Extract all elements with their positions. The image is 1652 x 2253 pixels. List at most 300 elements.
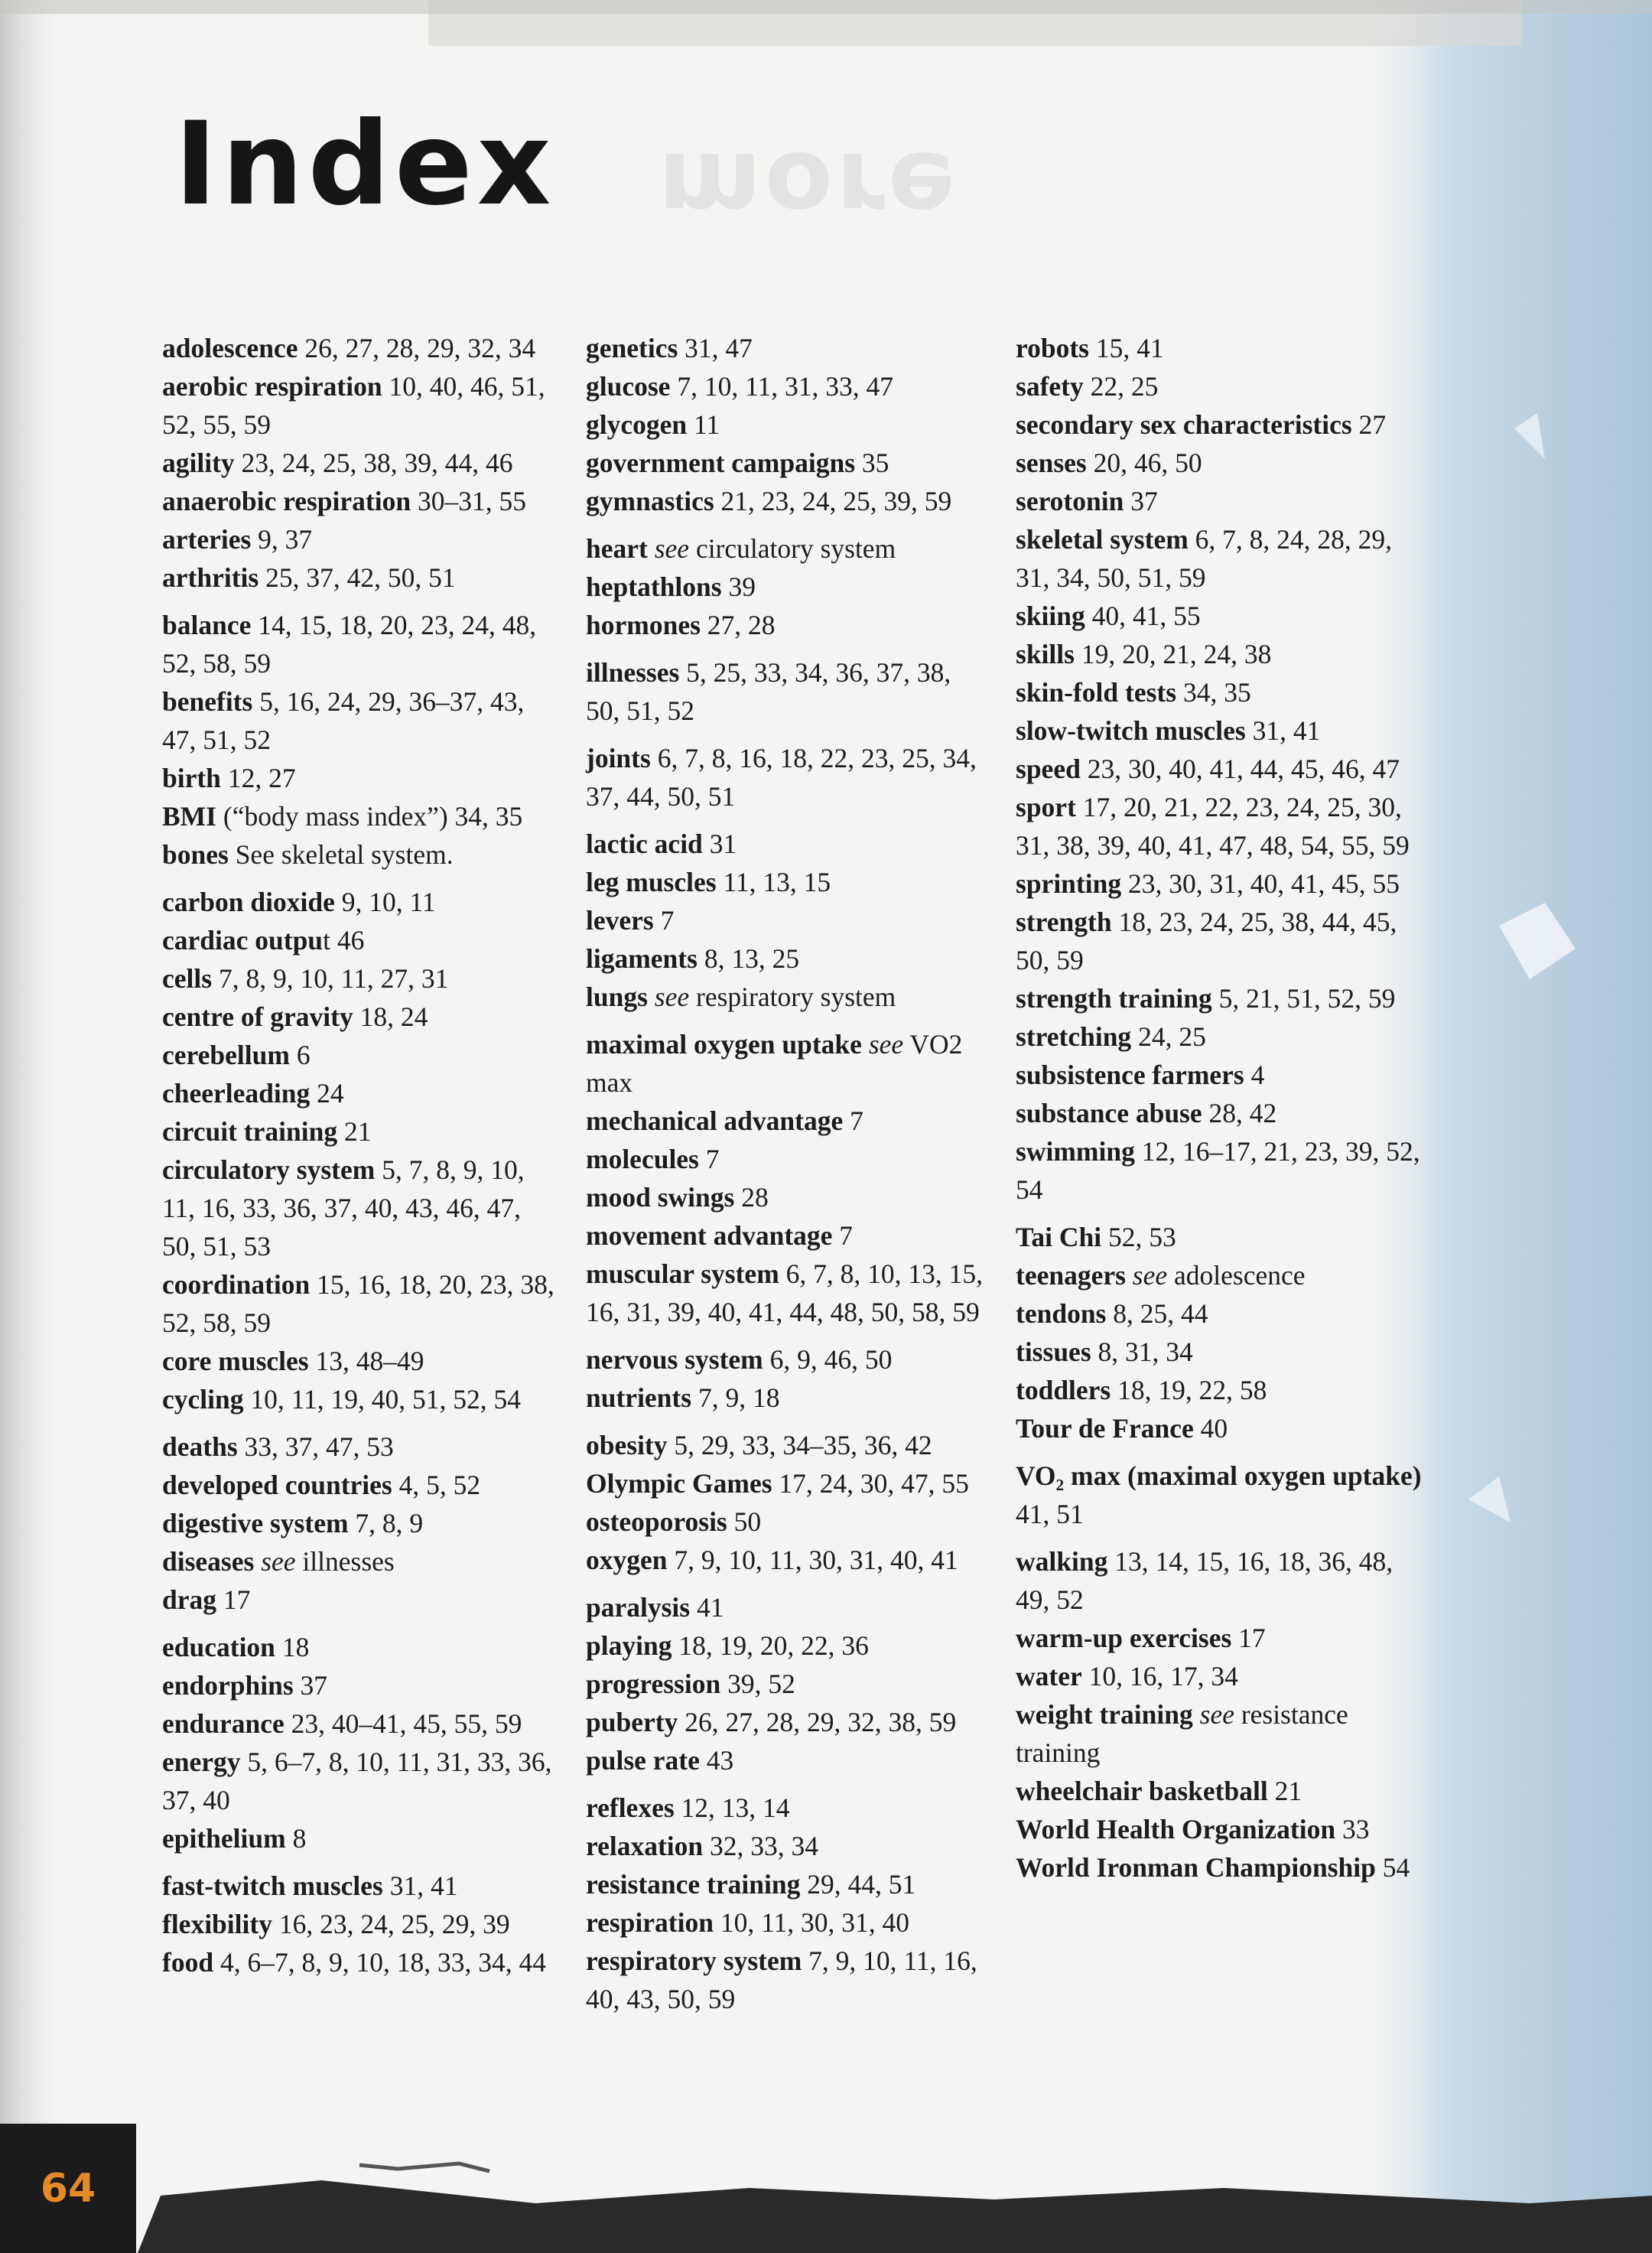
index-term: ligaments	[586, 943, 698, 974]
index-entry	[586, 1255, 984, 1331]
index-entry	[162, 1581, 560, 1619]
index-term: benefits	[162, 686, 253, 717]
index-term: World Health Organization	[1016, 1814, 1336, 1844]
index-pages: resistance training	[1016, 1699, 1348, 1768]
index-term: Olympic Games	[586, 1468, 772, 1499]
index-pages: 26, 27, 28, 29, 32, 34	[304, 333, 536, 363]
index-entry	[586, 939, 984, 978]
index-term: playing	[586, 1630, 672, 1661]
see-reference: see	[654, 533, 690, 564]
index-entry	[586, 901, 984, 939]
index-term: glucose	[586, 371, 671, 402]
index-term: safety	[1016, 371, 1084, 402]
index-term: toddlers	[1016, 1375, 1111, 1405]
index-pages: 17, 24, 30, 47, 55	[779, 1468, 969, 1499]
index-term: energy	[162, 1747, 241, 1777]
index-entry	[586, 1025, 984, 1102]
index-entry	[162, 1943, 560, 1981]
index-entry	[586, 1102, 984, 1140]
index-term: skin-fold tests	[1016, 677, 1177, 708]
index-entry	[162, 1743, 560, 1819]
index-term: skiing	[1016, 601, 1085, 631]
index-pages: 34, 35	[454, 801, 523, 832]
index-term: robots	[1016, 333, 1089, 363]
index-pages: 12, 16–17, 21, 23, 39, 52, 54	[1016, 1136, 1420, 1205]
index-term: joints	[586, 743, 651, 773]
index-term: anaerobic respiration	[162, 486, 411, 516]
index-entry	[162, 1905, 560, 1943]
index-term: cheerleading	[162, 1078, 311, 1109]
index-pages: 8, 25, 44	[1113, 1298, 1208, 1329]
index-term: Tai Chi	[1016, 1222, 1102, 1252]
index-pages: 29, 44, 51	[807, 1869, 916, 1900]
index-entry	[162, 1704, 560, 1743]
index-term: gymnastics	[586, 486, 714, 516]
index-term: sprinting	[1016, 868, 1122, 899]
index-pages: 43	[706, 1745, 734, 1776]
index-entry	[162, 1542, 560, 1581]
index-term: birth	[162, 763, 221, 793]
index-column-1	[162, 329, 560, 1981]
index-entry	[1016, 979, 1429, 1017]
index-term: fast-twitch muscles	[162, 1870, 383, 1901]
index-pages: 11	[694, 409, 720, 440]
index-entry	[1016, 329, 1429, 367]
index-entry	[586, 444, 984, 482]
index-pages: 30–31, 55	[417, 486, 526, 516]
index-pages: 18, 19, 20, 22, 36	[678, 1630, 869, 1661]
index-entry	[586, 739, 984, 816]
index-pages: 12, 27	[227, 763, 296, 793]
index-term: respiratory system	[586, 1945, 802, 1976]
index-pages: 4, 5, 52	[398, 1470, 481, 1500]
index-entry	[586, 568, 984, 606]
index-pages: 24	[317, 1078, 344, 1109]
index-entry	[1016, 1094, 1429, 1132]
index-entry	[1016, 1218, 1429, 1256]
index-entry	[586, 825, 984, 863]
index-entry	[162, 1466, 560, 1504]
index-pages: 6, 7, 8, 10, 13, 15, 16, 31, 39, 40, 41, 44, 48, 50, 58, 59	[586, 1258, 984, 1327]
index-entry	[586, 1464, 984, 1503]
index-entry	[586, 606, 984, 644]
index-term: education	[162, 1632, 275, 1662]
index-pages: 7, 8, 9, 10, 11, 27, 31	[218, 963, 449, 994]
index-entry	[586, 329, 984, 367]
index-pages: circulatory system	[695, 533, 896, 564]
index-pages: 22, 25	[1090, 371, 1159, 402]
index-term: mechanical advantage	[586, 1105, 844, 1136]
index-pages: 5, 29, 33, 34–35, 36, 42	[674, 1430, 932, 1460]
index-pages: respiratory system	[696, 982, 896, 1012]
index-entry	[586, 1140, 984, 1178]
index-term: osteoporosis	[586, 1506, 727, 1537]
index-pages: 17	[1238, 1623, 1266, 1653]
index-entry	[162, 759, 560, 797]
index-entry	[162, 520, 560, 558]
index-pages: 6, 7, 8, 16, 18, 22, 23, 25, 34, 37, 44, 50, 51	[586, 743, 977, 812]
index-entry	[1016, 1256, 1429, 1294]
index-entry	[162, 883, 560, 921]
index-pages: 7, 9, 18	[698, 1382, 780, 1413]
index-pages: 10, 11, 19, 40, 51, 52, 54	[250, 1384, 522, 1415]
index-pages: 17	[223, 1584, 251, 1615]
index-entry	[162, 959, 560, 998]
index-pages: 14, 15, 18, 20, 23, 24, 48, 52, 58, 59	[162, 610, 537, 679]
index-term: maximal oxygen uptake	[586, 1029, 862, 1060]
index-pages: 31, 41	[389, 1870, 458, 1901]
index-term: adolescence	[162, 333, 298, 363]
index-term: arthritis	[162, 562, 259, 593]
index-term: core muscles	[162, 1346, 309, 1376]
index-entry	[586, 1741, 984, 1779]
index-pages: 12, 13, 14	[681, 1792, 790, 1823]
index-entry	[586, 863, 984, 901]
index-pages: 37	[300, 1670, 328, 1701]
index-entry	[586, 653, 984, 730]
index-entry	[586, 1865, 984, 1903]
index-pages: 15, 16, 18, 20, 23, 38, 52, 58, 59	[162, 1269, 554, 1338]
see-reference: see	[261, 1546, 296, 1577]
index-entry	[162, 921, 560, 959]
index-pages: 41	[696, 1592, 724, 1623]
index-entry	[162, 1151, 560, 1265]
index-term: agility	[162, 448, 235, 478]
index-pages: 21	[343, 1116, 372, 1147]
index-pages: 8, 31, 34	[1098, 1336, 1193, 1367]
index-entry	[586, 1588, 984, 1626]
index-pages: 32, 33, 34	[710, 1831, 819, 1861]
index-entry	[162, 1428, 560, 1466]
index-term: relaxation	[586, 1831, 704, 1861]
index-entry	[586, 1789, 984, 1827]
index-pages: 9, 10, 11	[341, 887, 436, 917]
index-entry	[1016, 1371, 1429, 1409]
index-term: drag	[162, 1584, 216, 1615]
index-term: molecules	[586, 1144, 699, 1174]
index-pages: VO2 max	[586, 1029, 963, 1098]
index-term: food	[162, 1947, 214, 1978]
index-pages: 21, 23, 24, 25, 39, 59	[720, 486, 952, 516]
index-term: carbon dioxide	[162, 887, 335, 917]
index-pages: 7	[705, 1144, 720, 1174]
index-pages: 18, 24	[359, 1001, 428, 1032]
index-term: pulse rate	[586, 1745, 700, 1776]
index-term: aerobic respiration	[162, 371, 382, 402]
index-term: reflexes	[586, 1792, 675, 1823]
index-term: flexibility	[162, 1909, 272, 1939]
index-pages: 7	[660, 905, 675, 936]
index-pages: 18	[281, 1632, 310, 1662]
index-entry	[1016, 444, 1429, 482]
index-pages: 39, 52	[727, 1669, 795, 1699]
index-term: heptathlons	[586, 571, 722, 602]
page-title: Index	[174, 98, 556, 231]
page-number: 64	[0, 2124, 136, 2253]
index-pages: 19, 20, 21, 24, 38	[1081, 639, 1272, 669]
index-entry	[1016, 597, 1429, 635]
index-pages: 31, 41	[1252, 715, 1321, 746]
index-pages: 5, 21, 51, 52, 59	[1218, 983, 1396, 1014]
index-term: cycling	[162, 1384, 244, 1415]
index-entry	[586, 1703, 984, 1741]
index-term: slow-twitch muscles	[1016, 715, 1246, 746]
index-term: cerebellum	[162, 1040, 290, 1070]
index-pages: 40, 41, 55	[1091, 601, 1201, 631]
index-term: movement advantage	[586, 1220, 833, 1251]
index-column-3	[1016, 329, 1429, 1887]
index-term: subsistence farmers	[1016, 1060, 1244, 1090]
index-pages: 31	[709, 829, 737, 859]
index-entry	[586, 367, 984, 405]
see-reference: see	[654, 982, 690, 1012]
index-pages: 41, 51	[1016, 1499, 1084, 1529]
index-entry	[162, 1036, 560, 1074]
index-entry	[586, 482, 984, 520]
index-pages: 6, 9, 46, 50	[769, 1344, 893, 1375]
index-term: centre of gravity	[162, 1001, 353, 1032]
index-entry	[162, 1666, 560, 1704]
index-pages: 25, 37, 42, 50, 51	[265, 562, 456, 593]
index-entry	[586, 1665, 984, 1703]
index-pages: 54	[1382, 1852, 1410, 1883]
index-entry	[586, 1503, 984, 1541]
index-term: coordination	[162, 1269, 311, 1300]
index-pages: 7, 10, 11, 31, 33, 47	[677, 371, 893, 402]
index-pages: 7	[839, 1220, 854, 1251]
index-pages: 15, 41	[1095, 333, 1164, 363]
index-entry	[586, 1426, 984, 1464]
index-term: oxygen	[586, 1545, 668, 1575]
index-pages: 11, 13, 15	[723, 867, 831, 897]
index-term: arteries	[162, 524, 252, 555]
index-term: VO₂ max (maximal oxygen uptake)	[1016, 1460, 1422, 1491]
index-pages: 7	[850, 1105, 863, 1136]
index-entry	[1016, 1132, 1429, 1209]
index-term: levers	[586, 905, 654, 936]
index-entry	[1016, 405, 1429, 444]
index-pages: 10, 11, 30, 31, 40	[720, 1907, 910, 1938]
index-pages: 18, 19, 22, 58	[1117, 1375, 1267, 1405]
index-term: hormones	[586, 610, 701, 640]
index-pages: 4, 6–7, 8, 9, 10, 18, 33, 34, 44	[220, 1947, 546, 1978]
index-pages: 50	[733, 1506, 762, 1537]
index-column-2	[586, 329, 984, 2018]
index-pages: See skeletal system.	[235, 839, 454, 870]
index-pages: 8, 13, 25	[704, 943, 800, 974]
index-entry	[162, 1112, 560, 1151]
index-pages: 20, 46, 50	[1093, 448, 1202, 478]
index-entry	[162, 482, 560, 520]
index-entry	[1016, 1810, 1429, 1848]
index-pages: 33, 37, 47, 53	[244, 1431, 394, 1462]
index-entry	[162, 797, 560, 835]
index-pages: 24, 25	[1138, 1021, 1206, 1052]
index-pages: 5, 7, 8, 9, 10, 11, 16, 33, 36, 37, 40, 43, 46, 47, 50, 51, 53	[162, 1154, 525, 1262]
index-entry	[162, 1074, 560, 1112]
index-term: secondary sex characteristics	[1016, 409, 1352, 440]
index-term: paralysis	[586, 1592, 691, 1623]
index-pages: 4	[1250, 1060, 1265, 1090]
index-term-suffix: (“body mass index”)	[216, 801, 448, 832]
index-pages: 26, 27, 28, 29, 32, 38, 59	[685, 1707, 957, 1737]
index-entry	[586, 1541, 984, 1579]
index-entry	[586, 1178, 984, 1216]
see-reference: see	[868, 1029, 904, 1060]
index-term: walking	[1016, 1546, 1108, 1577]
index-entry	[162, 998, 560, 1036]
index-pages: 10, 40, 46, 51, 52, 55, 59	[162, 371, 545, 440]
index-term: epithelium	[162, 1823, 286, 1854]
index-pages: 13, 14, 15, 16, 18, 36, 48, 49, 52	[1016, 1546, 1393, 1615]
index-term: cells	[162, 963, 213, 994]
index-term: skeletal system	[1016, 524, 1189, 555]
index-term: BMI	[162, 801, 216, 832]
index-term-suffix: t	[323, 925, 330, 956]
index-entry	[162, 606, 560, 682]
index-term: endurance	[162, 1708, 285, 1739]
see-reference: see	[1132, 1260, 1168, 1291]
index-entry	[586, 978, 984, 1016]
index-pages: 23, 30, 31, 40, 41, 45, 55	[1127, 868, 1400, 899]
index-entry	[1016, 711, 1429, 750]
index-pages: 13, 48–49	[315, 1346, 424, 1376]
index-entry	[162, 1504, 560, 1542]
index-term: resistance training	[586, 1869, 801, 1900]
index-term: teenagers	[1016, 1260, 1126, 1291]
index-term: heart	[586, 533, 648, 564]
index-term: lactic acid	[586, 829, 703, 859]
index-entry	[1016, 788, 1429, 864]
index-term: nervous system	[586, 1344, 763, 1375]
index-pages: 31, 47	[685, 333, 753, 363]
index-term: progression	[586, 1669, 721, 1699]
index-pages: 40	[1200, 1413, 1228, 1444]
index-term: digestive system	[162, 1508, 349, 1538]
index-term: deaths	[162, 1431, 238, 1462]
index-pages: 39	[728, 571, 756, 602]
index-pages: 5, 16, 24, 29, 36–37, 43, 47, 51, 52	[162, 686, 525, 755]
index-entry	[1016, 1695, 1429, 1772]
index-term: government campaigns	[586, 448, 856, 478]
index-entry	[1016, 673, 1429, 711]
index-term: developed countries	[162, 1470, 392, 1500]
index-entry	[1016, 1294, 1429, 1333]
index-term: puberty	[586, 1707, 678, 1737]
index-entry	[1016, 1542, 1429, 1619]
index-term: water	[1016, 1661, 1082, 1691]
index-term: endorphins	[162, 1670, 294, 1701]
index-term: respiration	[586, 1907, 714, 1938]
index-term: World Ironman Championship	[1016, 1852, 1376, 1883]
index-term: diseases	[162, 1546, 255, 1577]
index-term: circulatory system	[162, 1154, 376, 1185]
index-pages: 46	[337, 925, 365, 956]
index-entry	[1016, 1772, 1429, 1810]
index-pages: 17, 20, 21, 22, 23, 24, 25, 30, 31, 38, 39, 40, 41, 47, 48, 54, 55, 59	[1016, 792, 1410, 861]
index-entry	[162, 367, 560, 444]
see-reference: see	[1199, 1699, 1234, 1730]
index-pages: 52, 53	[1108, 1222, 1176, 1252]
index-entry	[162, 1819, 560, 1857]
index-term: bones	[162, 839, 229, 870]
index-term: muscular system	[586, 1258, 779, 1289]
index-term: swimming	[1016, 1136, 1135, 1167]
index-pages: 23, 30, 40, 41, 44, 45, 46, 47	[1087, 754, 1400, 784]
index-entry	[586, 1340, 984, 1379]
index-term: circuit training	[162, 1116, 338, 1147]
index-entry	[586, 1379, 984, 1417]
index-term: speed	[1016, 754, 1081, 784]
index-term: stretching	[1016, 1021, 1132, 1052]
index-entry	[162, 1380, 560, 1418]
index-pages: 27	[1358, 409, 1387, 440]
index-term: genetics	[586, 333, 678, 363]
index-pages: 34, 35	[1182, 677, 1251, 708]
index-term: tendons	[1016, 1298, 1107, 1329]
index-entry	[162, 1265, 560, 1342]
index-pages: 10, 16, 17, 34	[1088, 1661, 1238, 1691]
index-term: wheelchair basketball	[1016, 1776, 1268, 1806]
index-entry	[1016, 864, 1429, 903]
index-entry	[162, 1867, 560, 1905]
index-pages: 5, 25, 33, 34, 36, 37, 38, 50, 51, 52	[586, 657, 951, 726]
index-pages: 37	[1130, 486, 1158, 516]
index-pages: 33	[1342, 1814, 1370, 1844]
index-pages: 9, 37	[258, 524, 313, 555]
index-term: obesity	[586, 1430, 668, 1460]
index-pages: 7, 8, 9	[355, 1508, 424, 1538]
index-pages: 16, 23, 24, 25, 29, 39	[278, 1909, 510, 1939]
index-entry	[586, 1827, 984, 1865]
index-pages: 23, 24, 25, 38, 39, 44, 46	[241, 448, 513, 478]
index-term: serotonin	[1016, 486, 1124, 516]
index-term: substance abuse	[1016, 1098, 1202, 1128]
index-entry	[1016, 1017, 1429, 1056]
index-entry	[586, 1216, 984, 1255]
index-term: strength training	[1016, 983, 1212, 1014]
index-term: cardiac outpu	[162, 925, 324, 956]
index-entry	[162, 329, 560, 367]
index-entry	[1016, 1848, 1429, 1887]
index-entry	[586, 1942, 984, 2018]
index-entry	[1016, 1333, 1429, 1371]
index-pages: adolescence	[1174, 1260, 1306, 1291]
index-entry	[1016, 635, 1429, 673]
index-term: Tour de France	[1016, 1413, 1194, 1444]
index-entry	[1016, 1619, 1429, 1657]
index-pages: 7, 9, 10, 11, 30, 31, 40, 41	[674, 1545, 958, 1575]
index-term: illnesses	[586, 657, 680, 688]
index-term: nutrients	[586, 1382, 692, 1413]
index-term: glycogen	[586, 409, 688, 440]
index-entry	[162, 444, 560, 482]
index-pages: 28, 42	[1208, 1098, 1277, 1128]
index-entry	[162, 835, 560, 874]
index-pages: 6, 7, 8, 24, 28, 29, 31, 34, 50, 51, 59	[1016, 524, 1393, 593]
index-term: warm-up exercises	[1016, 1623, 1232, 1653]
index-term: sport	[1016, 792, 1076, 822]
index-entry	[586, 529, 984, 568]
index-entry	[1016, 1457, 1429, 1533]
index-entry	[162, 682, 560, 759]
index-pages: 8	[292, 1823, 307, 1854]
index-pages: 18, 23, 24, 25, 38, 44, 45, 50, 59	[1016, 907, 1397, 975]
index-pages: 35	[861, 448, 889, 478]
index-entry	[586, 405, 984, 444]
index-entry	[1016, 903, 1429, 979]
index-pages: 23, 40–41, 45, 55, 59	[291, 1708, 522, 1739]
